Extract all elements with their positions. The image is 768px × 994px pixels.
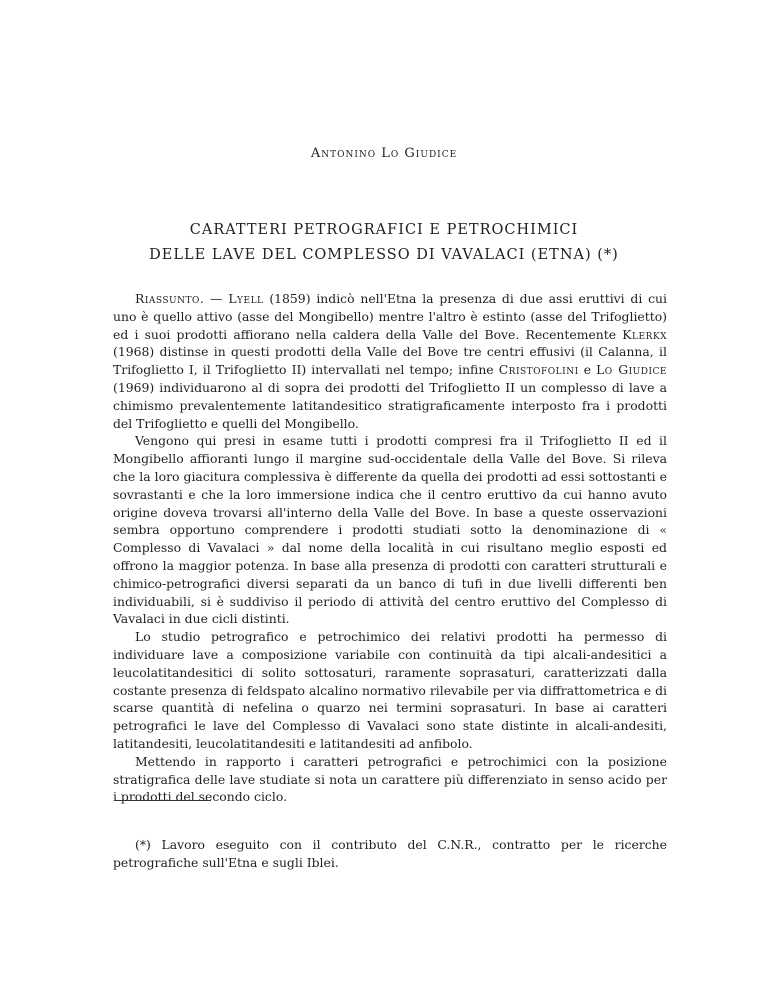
author-ref-cristofolini: Cristofolini bbox=[498, 362, 579, 378]
abstract-paragraph-3: Lo studio petrografico e petrochimico dei relativi prodotti ha permesso di individuare lave a composizione variabile con continuità da tipi alcali-andesitici a leucolatitandesitici di solito sottosaturi, raramente soprasaturi, caratterizzati dalla costante presenza di feldspato alcalino normativo rilevabile per via diffrattometrica e di scarse quantità di nefelina o quarzo nei termini soprasaturi. In base ai caratteri petrografici le lave del Complesso di Vavalaci sono state distinte in alcali-andesiti, latitandesiti, leucolatitandesiti e latitandesiti ad anfibolo. bbox=[113, 629, 667, 751]
abstract-text-4: (1969) individuarono al di sopra dei prodotti del Trifoglietto II un complesso di lave a chimismo prevalentemente latitandesitico stratigraficamente interposto fra i prodotti del Trifoglietto e quelli del Mongibello. bbox=[113, 379, 667, 431]
title-line-2: DELLE LAVE DEL COMPLESSO DI VAVALACI (ETNA) (*) bbox=[149, 247, 619, 263]
author-name bbox=[0, 146, 768, 161]
author-first-name: Antonino bbox=[310, 146, 377, 161]
abstract-paragraph-2: Vengono qui presi in esame tutti i prodotti compresi fra il Trifoglietto II ed il Mongibello affioranti lungo il margine sud-occidentale della Valle del Bove. Si rileva che la loro giacitura complessiva è differente da quella dei prodotti ad essi sottostanti e sovrastanti e che la loro immersione indica che il centro eruttivo da cui hanno avuto origine doveva trovarsi all'interno della Valle del Bove. In base a queste osservazioni sembra opportuno comprendere i prodotti studiati sotto la denominazione di « Complesso di Vavalaci » dal nome della località in cui risultano meglio esposti ed offrono la maggior potenza. In base alla presenza di prodotti con caratteri strutturali e chimico-petrografici diversi separati da un banco di tufi in due livelli differenti ben individuabili, si è suddiviso il periodo di attività del centro eruttivo del Complesso di Vavalaci in due cicli distinti. bbox=[113, 433, 667, 627]
title-line-1: CARATTERI PETROGRAFICI E PETROCHIMICI bbox=[189, 222, 579, 238]
abstract-paragraph-1 bbox=[113, 290, 667, 432]
author-ref-lo-giudice: Lo Giudice bbox=[596, 362, 667, 378]
author-ref-klerkx: Klerkx bbox=[622, 326, 667, 342]
footnote: (*) Lavoro eseguito con il contributo del C.N.R., contratto per le ricerche petrografiche sull'Etna e sugli Iblei. bbox=[113, 837, 667, 870]
abstract-label: Riassunto. bbox=[135, 291, 205, 306]
abstract-text-2: (1968) distinse in questi prodotti della Valle del Bove tre centri effusivi (il Calanna, il Trifoglietto I, il Trifoglietto II) intervallati nel tempo; infine bbox=[113, 344, 667, 378]
abstract-paragraph-4: Mettendo in rapporto i caratteri petrografici e petrochimici con la posizione stratigrafica delle lave studiate si nota un carattere più differenziato in senso acido per i prodotti del secondo ciclo. bbox=[113, 753, 667, 805]
abstract-text-3: e bbox=[578, 362, 597, 378]
abstract-dash: — bbox=[204, 291, 229, 306]
abstract-text-1: (1859) indicò nell'Etna la presenza di due assi eruttivi di cui uno è quello attivo (asse del Mongibello) mentre l'altro è estinto (asse del Trifoglietto) ed i suoi prodotti affiorano nella caldera della Valle del Bove. Recentemente bbox=[113, 291, 667, 342]
footnote-divider bbox=[115, 800, 211, 801]
paper-title bbox=[0, 218, 768, 268]
abstract bbox=[113, 290, 667, 806]
author-ref-lyell: Lyell bbox=[228, 291, 264, 306]
author-last-name: Lo Giudice bbox=[381, 146, 458, 161]
